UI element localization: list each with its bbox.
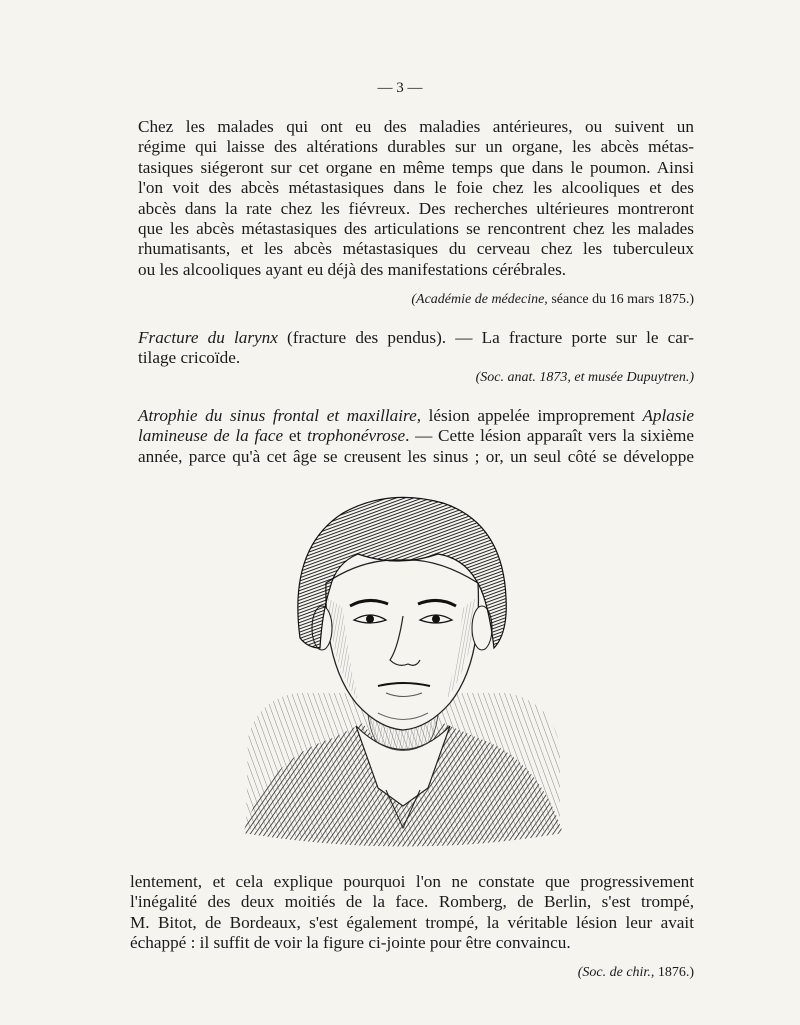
reference-source: (Soc. de chir., — [577, 965, 655, 980]
reference-source: (Académie de médecine, — [411, 292, 548, 307]
paragraph-line — [138, 328, 694, 348]
reference-soc-chir — [138, 965, 694, 981]
italic-term: Aplasie — [642, 406, 694, 425]
paragraph-line: l'on voit des abcès métastasiques dans le foie chez les alcooliques et des — [138, 178, 694, 198]
paragraph-line — [138, 406, 694, 426]
paragraph-text: . — Cette lésion apparaît vers la sixième — [405, 426, 694, 446]
paragraph-atrophie-sinus — [138, 406, 694, 467]
paragraph-line: année, parce qu'à cet âge se creusent les sinus ; or, un seul côté se développe — [138, 446, 694, 466]
paragraph-line: lentement, et cela explique pourquoi l'on ne constate que progressivement — [130, 872, 694, 891]
paragraph-text: et — [283, 426, 308, 446]
italic-term: trophonévrose — [307, 426, 406, 446]
paragraph-line: Chez les malades qui ont eu des maladies antérieures, ou suivent un — [138, 117, 694, 136]
paragraph-abces-metastasiques — [138, 117, 694, 280]
reference-detail: séance du 16 mars 1875.) — [547, 292, 694, 307]
portrait-figure — [238, 488, 568, 860]
paragraph-line: que les abcès métastasiques des articulations se rencontrent chez les malades — [138, 219, 694, 239]
italic-term: lamineuse de la face — [138, 426, 284, 446]
paragraph-line: tasiques siégeront sur cet organe en même temps que dans le poumon. Ainsi — [138, 157, 694, 177]
topic-title: Atrophie du sinus frontal et maxillaire, — [138, 406, 422, 425]
paragraph-line: l'inégalité des deux moitiés de la face. Romberg, de Berlin, s'est trompé, — [130, 892, 694, 912]
paragraph-line: M. Bitot, de Bordeaux, s'est également trompé, la véritable lésion leur avait — [130, 912, 694, 932]
paragraph-line: échappé : il suffit de voir la figure ci-jointe pour être convaincu. — [130, 933, 571, 953]
reference-soc-anat — [138, 370, 694, 386]
reference-text: (Soc. anat. 1873, et musée Dupuytren.) — [475, 370, 694, 385]
paragraph-text: lésion appelée improprement — [421, 406, 643, 425]
reference-academie — [138, 292, 694, 308]
paragraph-line: rhumatisants, et les abcès métastasiques du cerveau chez les tuberculeux — [138, 239, 694, 259]
paragraph-line: régime qui laisse des altérations durables sur un organe, les abcès métas- — [138, 137, 694, 157]
paragraph-line: abcès dans la rate chez les fiévreux. Des recherches ultérieures montreront — [138, 198, 694, 218]
paragraph-line: ou les alcooliques ayant eu déjà des manifestations cérébrales. — [138, 259, 567, 279]
page-number: — 3 — — [377, 80, 423, 96]
paragraph-line: tilage cricoïde. — [138, 348, 241, 368]
paragraph-text: (fracture des pendus). — La fracture porte sur le car- — [277, 328, 694, 347]
topic-title: Fracture du larynx — [138, 328, 278, 347]
paragraph-fracture-larynx — [138, 328, 694, 369]
paragraph-conclusion — [130, 872, 694, 954]
reference-detail: 1876.) — [654, 965, 694, 980]
paragraph-line — [138, 426, 694, 446]
